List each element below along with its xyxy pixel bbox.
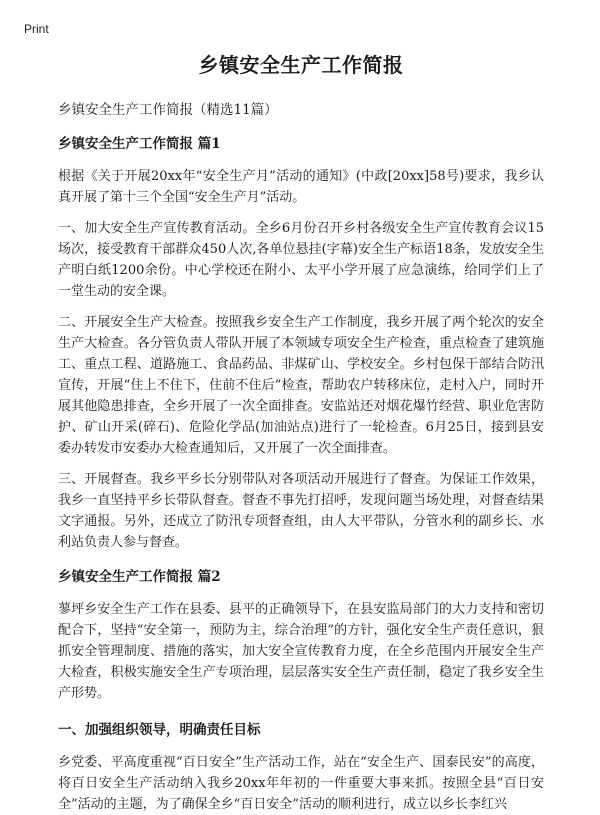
sub-heading: 一、加强组织领导，明确责任目标 — [58, 722, 261, 738]
document-subtitle: 乡镇安全生产工作简报（精选11篇） — [58, 102, 278, 118]
section-heading-2: 乡镇安全生产工作简报 篇2 — [58, 569, 221, 585]
paragraph: 三、开展督查。我乡平乡长分别带队对各项活动开展进行了督查。为保证工作效果，我乡一直坚持平乡长带队督查。督查不事先打招呼，发现问题当场处理，对督查结果文字通报。另外，还成立了防汛专项督查组，由人大平带队，分管水利的副乡长、水利站负责人参与督查。 — [58, 472, 544, 550]
paragraph: 二、开展安全生产大检查。按照我乡安全生产工作制度，我乡开展了两个轮次的安全生产大检查。各分管负责人带队开展了本领域专项安全生产检查，重点检查了建筑施工、重点工程、道路施工、食品药品、非煤矿山、学校安全。乡村包保干部结合防汛宣传，开展“住上不住下，住前不住后”检查，帮助农户转移床位，走村入户，同时开展其他隐患排查，全乡开展了一次全面排查。安监站还对烟花爆竹经营、职业危害防护、矿山开采(碎石)、危险化学品(加油站点)进行了一轮检查。6月25日，接到县安委办转发市安委办大检查通知后，又开展了一次全面排查。 — [58, 315, 544, 456]
print-link[interactable]: Print — [24, 22, 49, 36]
paragraph: 乡党委、平高度重视“百日安全”生产活动工作，站在“安全生产、国泰民安”的高度，将百日安全生产活动纳入我乡20xx年年初的一件重要大事来抓。按照全县“百日安全”活动的主题，为了确保全乡“百日安全”活动的顺利进行，成立以乡长李红兴 — [58, 755, 544, 812]
section-heading-1: 乡镇安全生产工作简报 篇1 — [58, 136, 221, 152]
paragraph: 蓼坪乡安全生产工作在县委、县平的正确领导下，在县安监局部门的大力支持和密切配合下，坚持“安全第一，预防为主，综合治理”的方针，强化安全生产责任意识，狠抓安全管理制度、措施的落实，加大安全宣传教育力度，在全乡范围内开展安全生产大检查，积极实施安全生产专项治理，层层落实安全生产责任制，稳定了我乡安全生产形势。 — [58, 602, 544, 701]
document-title: 乡镇安全生产工作简报 — [198, 53, 404, 77]
paragraph: 根据《关于开展20xx年“安全生产月”活动的通知》(中政[20xx]58号)要求，我乡认真开展了第十三个全国“安全生产月”活动。 — [58, 169, 544, 205]
document-page — [58, 48, 544, 815]
paragraph: 一、加大安全生产宣传教育活动。全乡6月份召开乡村各级安全生产宣传教育会议15场次，接受教育干部群众450人次,各单位悬挂(字幕)安全生产标语18条，发放安全生产明白纸1200余份。中心学校还在附小、太平小学开展了应急演练，给同学们上了一堂生动的安全课。 — [58, 221, 544, 299]
